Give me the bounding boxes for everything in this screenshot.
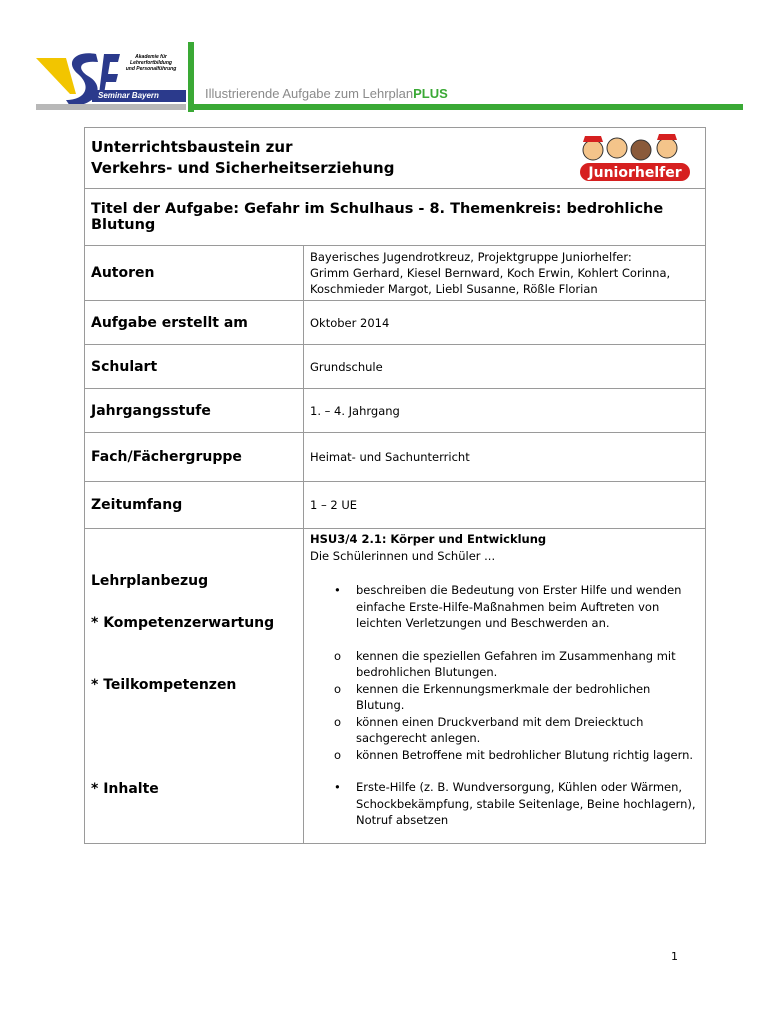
autoren-line: Koschmieder Margot, Liebl Susanne, Rößle Florian <box>310 282 598 296</box>
page-number: 1 <box>671 950 678 963</box>
autoren-line: Bayerisches Jugendrotkreuz, Projektgruppe Juniorhelfer: <box>310 250 632 264</box>
header-title-prefix: Illustrierende Aufgabe zum Lehrplan <box>205 86 414 101</box>
row-label: Aufgabe erstellt am <box>85 301 304 345</box>
list-item <box>310 714 699 747</box>
teilkompetenzen-list <box>310 648 699 764</box>
label-inhalte: * Inhalte <box>91 781 159 797</box>
circle-bullet-icon: o <box>334 648 342 663</box>
row-label: Zeitumfang <box>85 482 304 529</box>
row-value: 1 – 2 UE <box>304 482 706 529</box>
lehrplan-intro: Die Schülerinnen und Schüler ... <box>310 548 496 563</box>
label-teilkompetenzen: * Teilkompetenzen <box>91 677 237 693</box>
teilkompetenz-text: kennen die speziellen Gefahren im Zusammenhang mit bedrohlichen Blutungen. <box>356 648 676 679</box>
info-table <box>84 127 706 844</box>
lehrplan-row <box>85 529 706 844</box>
table-row <box>85 345 706 389</box>
row-value: Grundschule <box>304 345 706 389</box>
teilkompetenz-text: kennen die Erkennungsmerkmale der bedrohlichen Blutung. <box>356 681 651 712</box>
list-item <box>310 779 699 829</box>
logo-academy-text: Akademie für Lehrerfortbildung und Personalführung <box>125 54 177 72</box>
row-value: Oktober 2014 <box>304 301 706 345</box>
juniorhelfer-badge <box>575 132 695 186</box>
label-lehrplanbezug: Lehrplanbezug <box>91 573 209 589</box>
header-title <box>205 86 448 101</box>
lehrplan-heading: HSU3/4 2.1: Körper und Entwicklung <box>310 532 547 546</box>
lehrplan-labels <box>85 529 304 844</box>
header-green-bar-horizontal <box>188 104 743 110</box>
list-item <box>310 681 699 714</box>
circle-bullet-icon: o <box>334 747 342 762</box>
badge-text: Juniorhelfer <box>588 165 682 181</box>
autoren-value <box>304 246 706 301</box>
list-item <box>310 648 699 681</box>
teilkompetenz-text: können Betroffene mit bedrohlicher Blutung richtig lagern. <box>356 747 694 762</box>
autoren-line: Grimm Gerhard, Kiesel Bernward, Koch Erwin, Kohlert Corinna, <box>310 266 671 280</box>
table-row <box>85 389 706 433</box>
row-label: Schulart <box>85 345 304 389</box>
lehrplan-content <box>304 529 706 844</box>
doc-title-line2: Verkehrs- und Sicherheitserziehung <box>91 159 395 177</box>
list-item <box>310 747 699 764</box>
bullet-icon: • <box>334 780 341 794</box>
teilkompetenz-text: können einen Druckverband mit dem Dreiecktuch sachgerecht anlegen. <box>356 714 644 745</box>
page-header <box>0 0 770 120</box>
row-label: Autoren <box>85 246 304 301</box>
circle-bullet-icon: o <box>334 714 342 729</box>
doc-title-cell <box>85 128 706 189</box>
row-value: Heimat- und Sachunterricht <box>304 433 706 482</box>
list-item <box>310 582 699 632</box>
label-kompetenzerwartung: * Kompetenzerwartung <box>91 615 275 631</box>
row-label: Fach/Fächergruppe <box>85 433 304 482</box>
aufgabe-title: Titel der Aufgabe: Gefahr im Schulhaus - 8. Themenkreis: bedrohliche Blutung <box>85 189 706 246</box>
inhalte-list <box>310 779 699 829</box>
header-title-plus: PLUS <box>413 86 448 101</box>
logo-seminar-label: Seminar Bayern <box>94 90 163 101</box>
kompetenz-text: beschreiben die Bedeutung von Erster Hilfe und wenden einfache Erste-Hilfe-Maßnahmen beim Auftreten von leichten Verletzungen und Beschwerden an. <box>356 583 682 630</box>
table-row <box>85 482 706 529</box>
bullet-icon: • <box>334 583 341 597</box>
row-value: 1. – 4. Jahrgang <box>304 389 706 433</box>
table-row <box>85 301 706 345</box>
header-green-bar-vertical <box>188 42 194 112</box>
table-row <box>85 246 706 301</box>
table-row <box>85 433 706 482</box>
circle-bullet-icon: o <box>334 681 342 696</box>
kompetenz-list <box>310 582 699 632</box>
row-label: Jahrgangsstufe <box>85 389 304 433</box>
inhalte-text: Erste-Hilfe (z. B. Wundversorgung, Kühlen oder Wärmen, Schockbekämpfung, stabile Seitenlage, Beine hochlagern), Notruf absetzen <box>356 780 696 827</box>
doc-title-line1: Unterrichtsbaustein zur <box>91 138 293 156</box>
header-grey-bar <box>36 104 186 110</box>
